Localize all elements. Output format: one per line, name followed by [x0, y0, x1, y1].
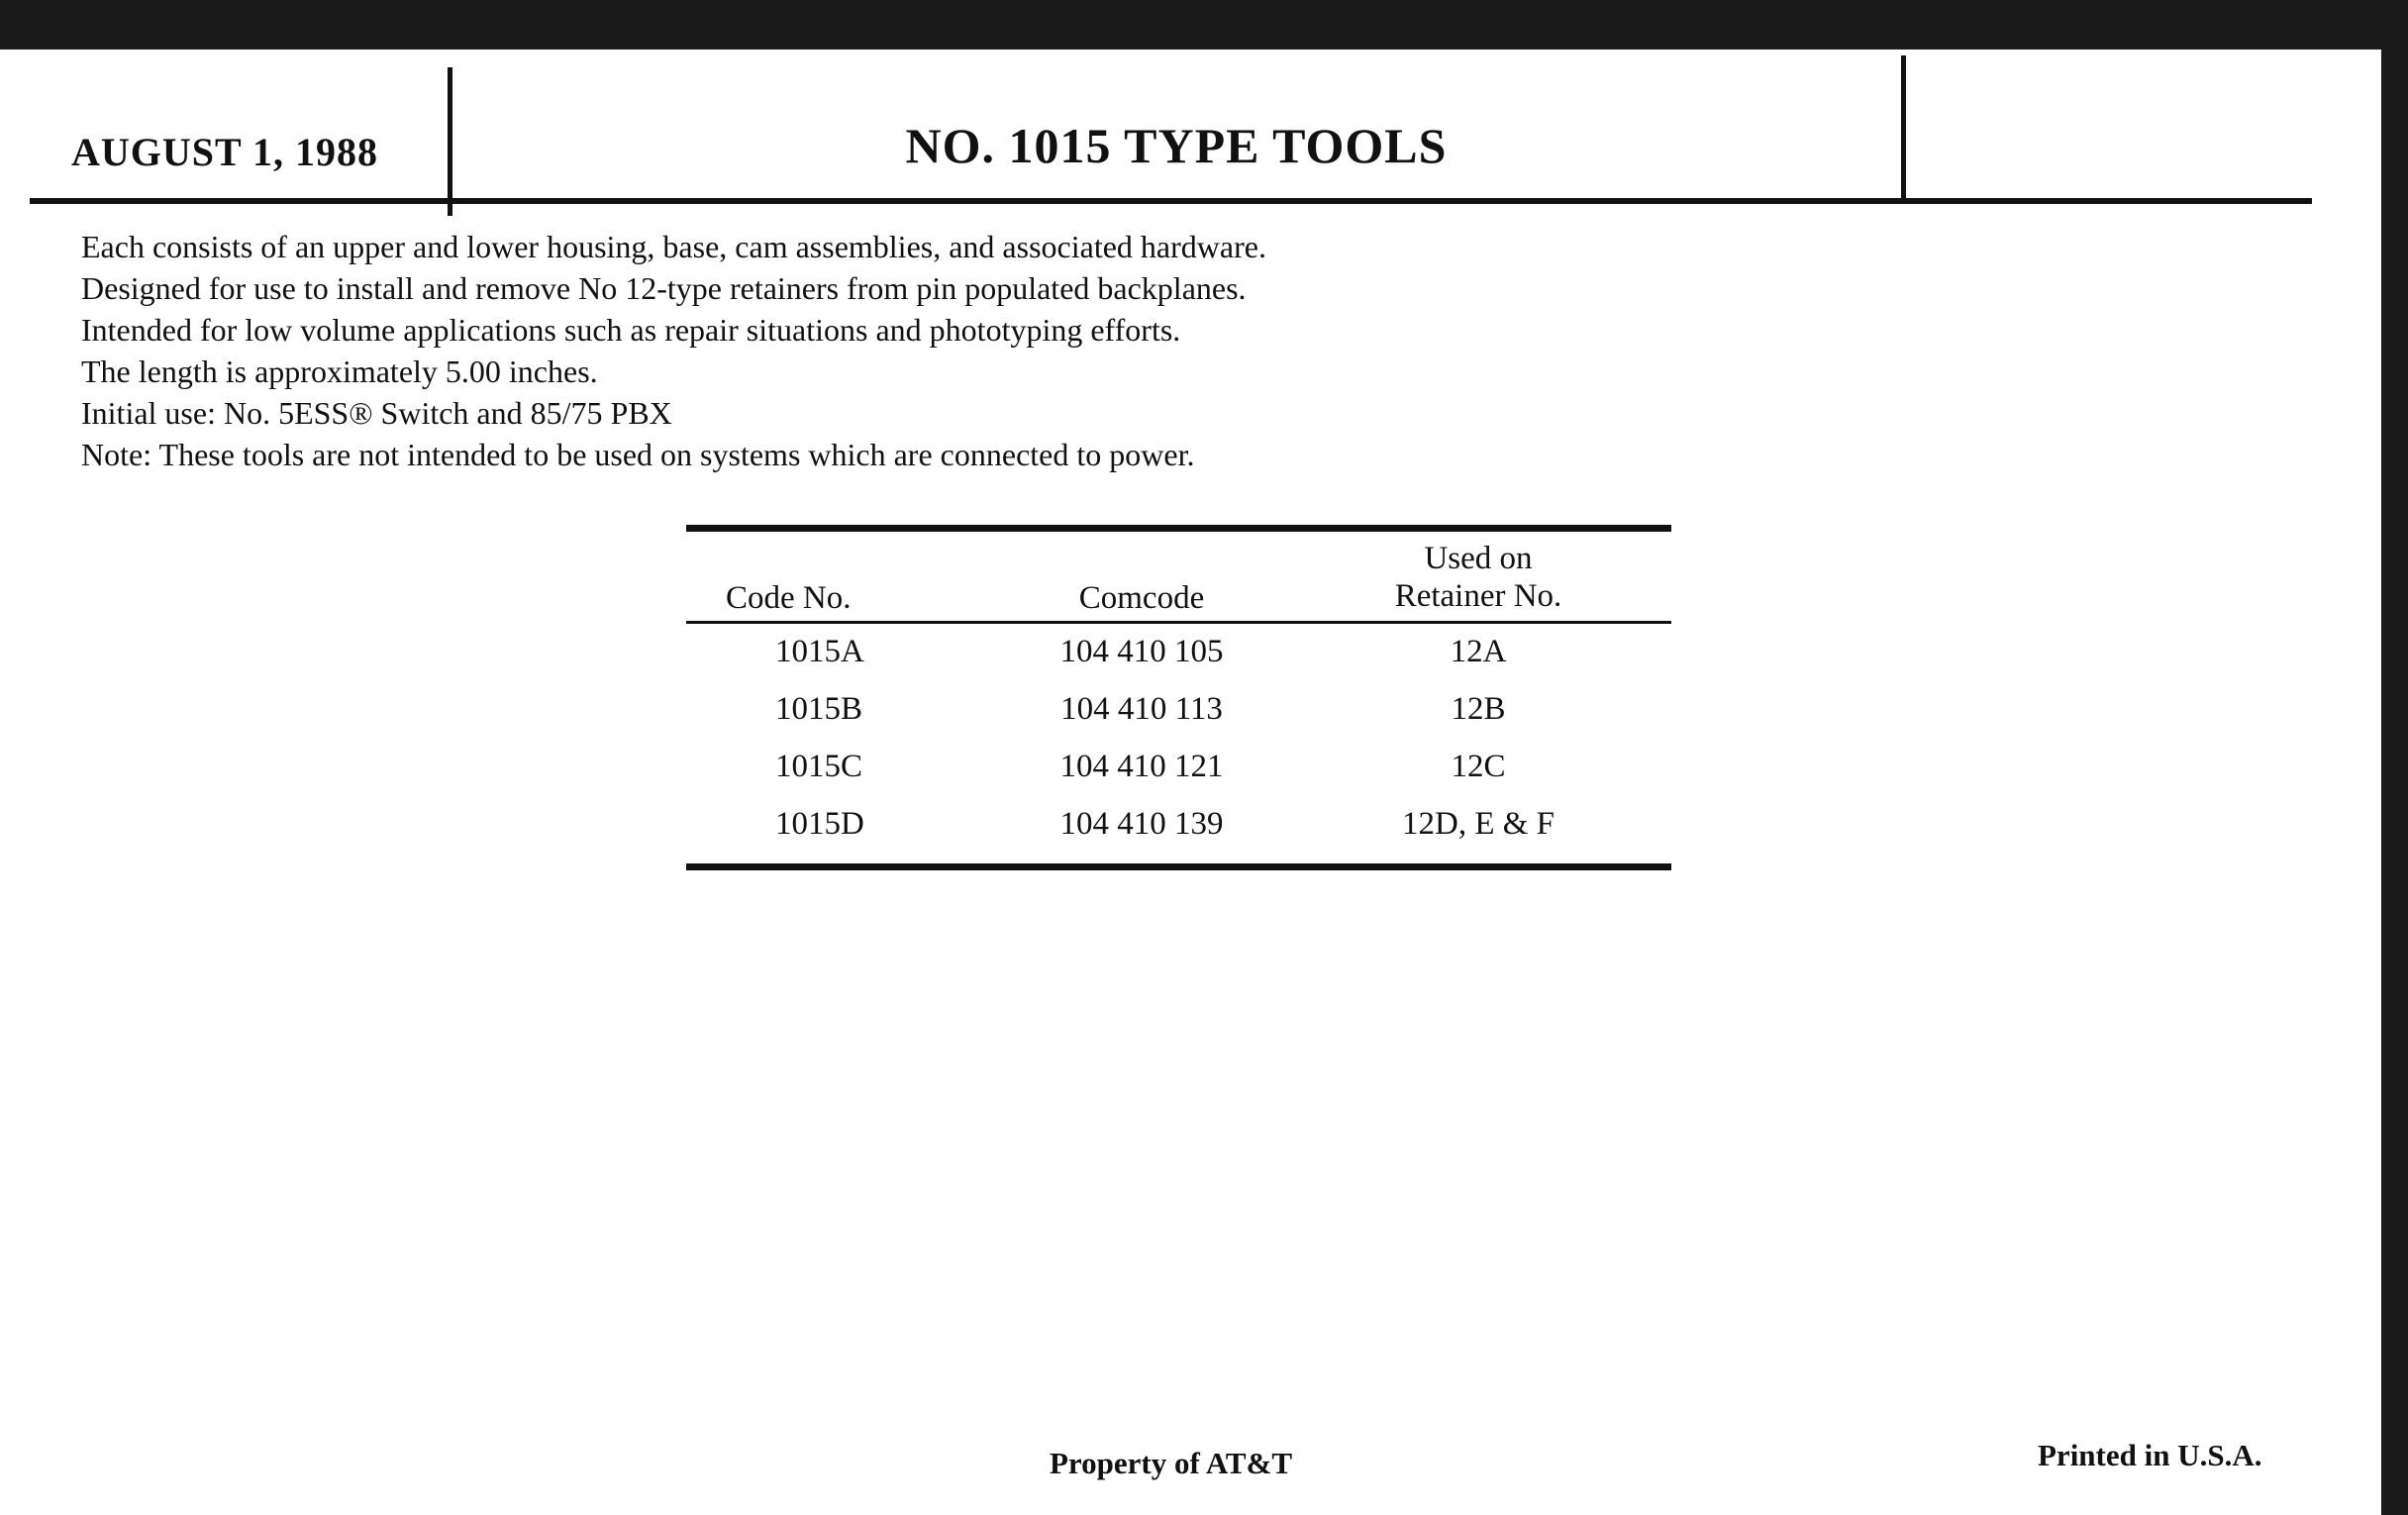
header-rule: [30, 198, 2312, 204]
header-used-on-line2: Retainer No.: [1394, 578, 1562, 614]
cell-code: 1015B: [775, 691, 863, 727]
scan-border-right: [2381, 0, 2408, 1515]
description-line: Initial use: No. 5ESS® Switch and 85/75 PBX: [81, 395, 672, 431]
description-line: Each consists of an upper and lower housing, base, cam assemblies, and associated hardware.: [81, 229, 1266, 264]
cell-comcode: 104 410 139: [1059, 806, 1224, 842]
cell-code: 1015A: [775, 634, 864, 669]
tools-table: [686, 525, 1671, 870]
footer-property: Property of AT&T: [1050, 1446, 1293, 1480]
header-divider-left: [448, 67, 452, 216]
cell-code: 1015D: [775, 806, 864, 842]
cell-comcode: 104 410 105: [1059, 634, 1224, 669]
cell-retainer: 12D, E & F: [1401, 806, 1555, 842]
cell-comcode: 104 410 113: [1060, 691, 1223, 727]
table-bottom-rule: [686, 863, 1671, 870]
header-comcode: Comcode: [1078, 580, 1205, 616]
description-block: [81, 226, 1266, 475]
header-used-on-line1: Used on: [1424, 541, 1533, 576]
cell-code: 1015C: [775, 749, 863, 784]
footer-printed: Printed in U.S.A.: [2038, 1438, 2262, 1472]
cell-retainer: 12B: [1451, 691, 1506, 727]
description-line: Designed for use to install and remove No 12-type retainers from pin populated backplanes.: [81, 270, 1247, 306]
cell-retainer: 12C: [1451, 749, 1506, 784]
description-line: Intended for low volume applications such as repair situations and phototyping efforts.: [81, 312, 1181, 348]
cell-comcode: 104 410 121: [1059, 749, 1224, 784]
table-header: [686, 532, 1671, 621]
table-row: [686, 796, 1671, 854]
header-code-no: Code No.: [726, 580, 852, 616]
header-date: AUGUST 1, 1988: [71, 130, 378, 174]
table-row: [686, 681, 1671, 739]
header-used-on: [1330, 540, 1627, 615]
cell-retainer: 12A: [1450, 634, 1507, 669]
page-title: NO. 1015 TYPE TOOLS: [905, 118, 1448, 173]
header-divider-right: [1901, 55, 1906, 204]
table-top-rule: [686, 525, 1671, 532]
table-row: [686, 739, 1671, 796]
document-page: [0, 50, 2381, 1515]
table-body: [686, 624, 1671, 863]
scan-border-top: [0, 0, 2408, 50]
description-line: The length is approximately 5.00 inches.: [81, 354, 598, 389]
description-line: Note: These tools are not intended to be used on systems which are connected to power.: [81, 437, 1195, 472]
table-row: [686, 624, 1671, 681]
